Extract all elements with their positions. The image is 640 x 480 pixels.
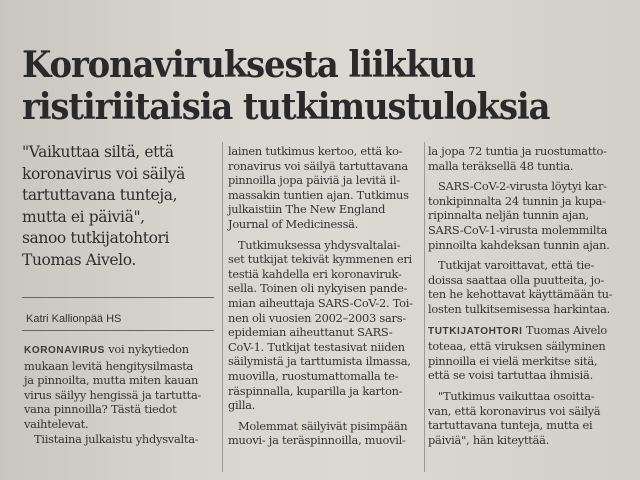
paragraph-line: la jopa 72 tuntia ja ruostumatto-: [428, 144, 607, 158]
paragraph-line: Molemmat säilyivät pisimpään: [238, 418, 408, 433]
paragraph-line: ripinnalta neljän tunnin ajan,: [428, 208, 589, 223]
paragraph-line: testiä kahdella eri koronaviruk-: [228, 266, 402, 281]
paragraph-line: ten he kehottavat käyttämään tu-: [428, 287, 613, 302]
paragraph-line: sella. Toinen oli nykyisen pande-: [228, 281, 408, 296]
pull-quote-line: "Vaikuttaa siltä, että: [22, 143, 174, 161]
paragraph-line: Tiistaina julkaistu yhdysvalta-: [34, 431, 199, 446]
paragraph-line: mian aiheuttaja SARS-CoV-2. Toi-: [228, 295, 413, 310]
byline: Katri Kallionpää HS: [26, 313, 122, 325]
paragraph-line: van, että koronavirus voi säilyä: [428, 403, 601, 418]
paragraph-line: julkaistiin The New England: [228, 202, 386, 217]
headline: [22, 44, 595, 128]
paragraph-line: SARS-CoV-2-virusta löytyi kar-: [438, 179, 607, 194]
paragraph-line: epidemian aiheuttanut SARS-: [228, 325, 393, 340]
paragraph-line: lainen tutkimus kertoo, että ko-: [228, 144, 403, 158]
paragraph-line: räspinnalla, kuparilla ja karton-: [228, 383, 403, 398]
paragraph-line: CoV-1. Tutkijat testasivat niiden: [228, 339, 405, 354]
paragraph-line: pinnoilla ei vielä merkitse sitä,: [428, 353, 598, 368]
paragraph-line: KORONAVIRUS voi nykytiedon: [24, 342, 189, 356]
pull-quote-line: mutta ei päiviä",: [22, 207, 145, 226]
pull-quote-line: Tuomas Aivelo.: [22, 250, 136, 269]
column-divider: [222, 142, 223, 472]
pull-quote: [22, 142, 222, 271]
pull-quote-line: koronavirus voi säilyä: [22, 164, 185, 183]
article-column-1: [24, 342, 216, 446]
paragraph-line: vaihtelevat.: [24, 416, 89, 431]
paragraph-line: malla teräksellä 48 tuntia.: [428, 158, 574, 173]
paragraph-line: ronavirus voi säilyä tartuttavana: [228, 158, 408, 173]
paragraph-line: ja pinnoilta, mutta miten kauan: [24, 373, 199, 388]
paragraph-line: set tutkijat tekivät kymmenen eri: [228, 252, 412, 267]
kicker: TUTKIJATOHTORI: [428, 325, 523, 337]
byline-rule-bottom: [22, 330, 214, 331]
paragraph-line: muovilla, ruostumattomalla te-: [228, 368, 399, 383]
paragraph-line: losten tulkitsemisessa harkintaa.: [428, 301, 611, 316]
article-column-3: [428, 144, 628, 447]
paragraph-line: päiviä", hän kiteyttää.: [428, 432, 550, 447]
pull-quote-line: tartuttavana tunteja,: [22, 186, 178, 204]
paragraph-line: massakin tuntien ajan. Tutkimus: [228, 187, 409, 202]
paragraph-line: Tutkijat varoittavat, että tie-: [438, 258, 595, 273]
paragraph-line: mukaan levitä hengitysilmasta: [24, 358, 194, 373]
paragraph-line: SARS-CoV-1-virusta molemmilta: [428, 222, 608, 237]
paragraph-line: säilymistä ja tarttumista ilmassa,: [228, 354, 411, 369]
headline-line-2: ristiriitaisia tutkimustuloksia: [22, 86, 550, 128]
paragraph-line: Tutkimuksessa yhdysvaltalai-: [238, 237, 401, 252]
byline-rule-top: [22, 297, 214, 298]
paragraph-line: TUTKIJATOHTORI Tuomas Aivelo: [428, 322, 608, 337]
paragraph-line: "Tutkimus vaikuttaa osoitta-: [438, 388, 595, 403]
paragraph-line: virus säilyy hengissä ja tartutta-: [24, 387, 202, 402]
paragraph-line: doissa saattaa olla puutteita, jo-: [428, 272, 605, 287]
pull-quote-line: sanoo tutkijatohtori: [22, 229, 170, 247]
paragraph-line: pinnoilla jopa päiviä ja levitä il-: [228, 173, 400, 188]
headline-line-1: Koronaviruksesta liikkuu: [22, 44, 476, 86]
paragraph-line: että se voisi tartuttaa ihmisiä.: [428, 368, 593, 383]
kicker: KORONAVIRUS: [24, 345, 105, 356]
column-divider: [424, 142, 425, 472]
paragraph-line: toteaa, että viruksen säilyminen: [428, 339, 606, 354]
paragraph-line: gilla.: [228, 398, 256, 413]
paragraph-line: pinnoilta kahdeksan tunnin ajan.: [428, 237, 610, 252]
paragraph-line: tartuttavana tunteja, mutta ei: [428, 418, 593, 433]
paragraph-line: nen oli vuosien 2002–2003 sars-: [228, 310, 406, 325]
paragraph-line: Journal of Medicinessä.: [228, 216, 359, 231]
article-column-2: [228, 144, 424, 448]
paragraph-line: vana pinnoilla? Tästä tiedot: [24, 402, 177, 417]
paragraph-line: muovi- ja teräspinnoilla, muovil-: [228, 433, 406, 448]
paragraph-line: tonkipinnalta 24 tunnin ja kupa-: [428, 193, 606, 208]
